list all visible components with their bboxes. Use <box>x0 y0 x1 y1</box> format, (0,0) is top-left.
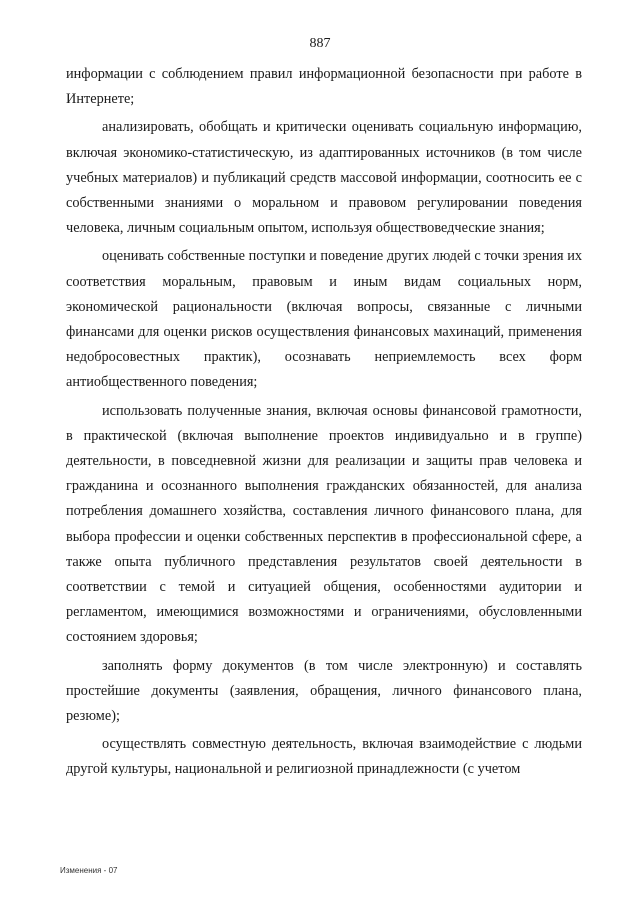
paragraph-5: заполнять форму документов (в том числе электронную) и составлять простейшие документы (заявления, обращения, личного финансового плана, резюме); <box>66 657 582 725</box>
document-body <box>66 62 582 783</box>
paragraph-2: анализировать, обобщать и критически оценивать социальную информацию, включая экономико-статистическую, из адаптированных источников (в том числе учебных материалов) и публикаций средств массовой информации, соотносить ее с собственными знаниями о моральном и правовом регулировании поведения человека, личным социальным опытом, используя обществоведческие знания; <box>66 119 582 237</box>
footer-note: Изменения - 07 <box>60 866 118 875</box>
paragraph-6: осуществлять совместную деятельность, включая взаимодействие с людьми другой культуры, национальной и религиозной принадлежности (с учетом <box>66 736 582 778</box>
page-number: 887 <box>309 36 331 51</box>
paragraph-1: информации с соблюдением правил информационной безопасности при работе в Интернете; <box>66 66 582 108</box>
paragraph-3: оценивать собственные поступки и поведение других людей с точки зрения их соответствия моральным, правовым и иным видам социальных норм, экономической рациональности (включая вопросы, связанные с личными финансами для оценки рисков осуществления финансовых махинаций, применения недобросовестных практик), осознавать неприемлемость всех форм антиобщественного поведения; <box>66 248 582 391</box>
paragraph-4: использовать полученные знания, включая основы финансовой грамотности, в практической (включая выполнение проектов индивидуально и в группе) деятельности, в повседневной жизни для реализации и защиты прав человека и гражданина и осознанного выполнения гражданских обязанностей, для анализа потребления домашнего хозяйства, составления личного финансового плана, для выбора профессии и оценки собственных перспектив в профессиональной сфере, а также опыта публичного представления результатов своей деятельности в соответствии с темой и ситуацией общения, особенностями аудитории и регламентом, имеющимися возможностями и ограничениями, обусловленными состоянием здоровья; <box>66 402 582 646</box>
